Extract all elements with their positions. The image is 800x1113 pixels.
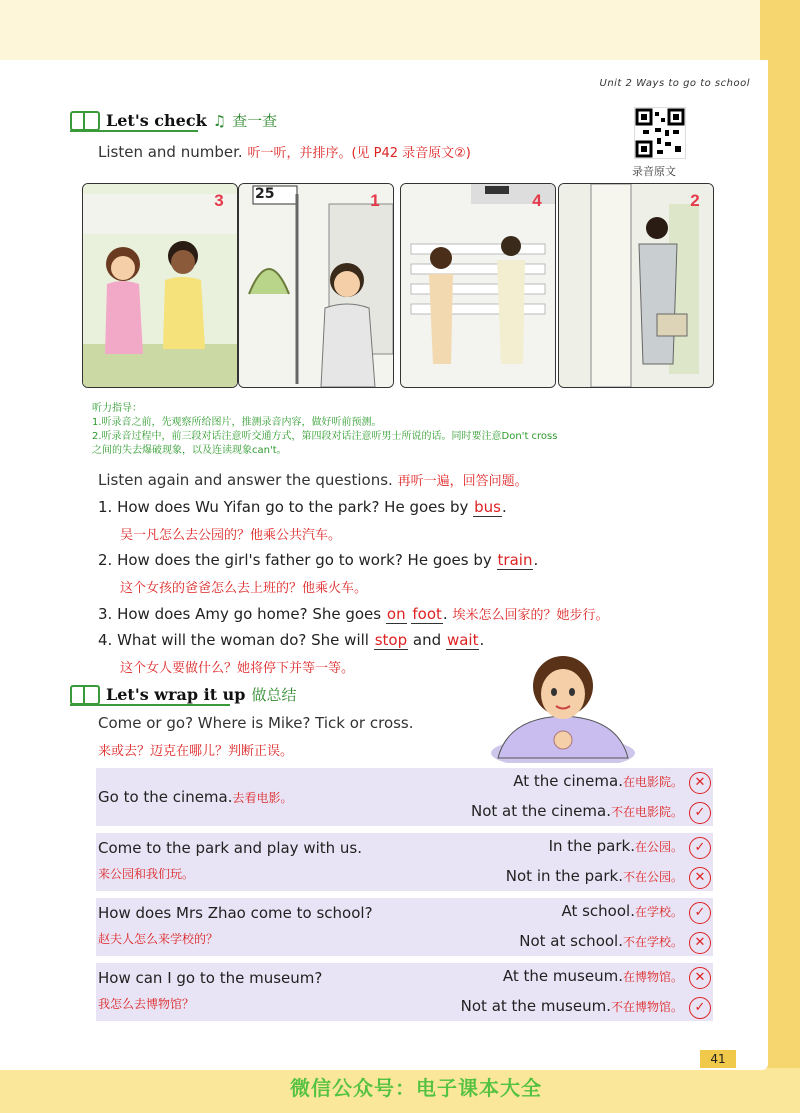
question-text: How does the girl's father go to work? He goes by xyxy=(117,551,492,569)
option-cn: 在公园。 xyxy=(634,840,683,854)
question-number: 1. xyxy=(98,498,113,516)
girl-illustration xyxy=(488,648,638,763)
book-icon xyxy=(70,111,100,131)
lets-wrap-underline xyxy=(70,704,230,706)
question-number: 3. xyxy=(98,605,113,623)
row-option-1 xyxy=(513,772,683,790)
footer-watermark: 微信公众号：电子课本大全 xyxy=(290,1076,542,1100)
check-instruction-cn: 听一听，并排序。(见 P42 录音原文②) xyxy=(247,146,471,161)
option-en: Not at the cinema. xyxy=(470,802,611,820)
option-cn: 在学校。 xyxy=(634,905,683,919)
row-option-1 xyxy=(561,902,683,920)
wrap-row-4 xyxy=(96,963,713,1021)
tick-mark-icon: ✓ xyxy=(689,997,711,1019)
lets-wrap-title-cn: 做总结 xyxy=(251,686,297,704)
option-cn: 不在博物馆。 xyxy=(610,1000,683,1014)
notes-line: 2.听录音过程中，前三段对话注意听交通方式，第四段对话注意听男士所说的话。同时要注意Don't cross xyxy=(92,431,558,442)
wrap-row-3 xyxy=(96,898,713,956)
cross-mark-icon: ✕ xyxy=(689,772,711,794)
again-instruction-en: Listen again and answer the questions. xyxy=(98,471,393,489)
option-en: Not at the museum. xyxy=(460,997,611,1015)
question-end: . xyxy=(479,631,485,649)
panel-number: 1 xyxy=(370,191,380,210)
cross-mark-icon: ✕ xyxy=(689,867,711,889)
question-2-cn: 这个女孩的爸爸怎么去上班的？他乘火车。 xyxy=(120,581,368,596)
option-en: At the cinema. xyxy=(513,772,623,790)
again-instruction-cn: 再听一遍，回答问题。 xyxy=(397,474,528,489)
notes-line: 之间的失去爆破现象，以及连读现象can't。 xyxy=(92,445,287,456)
question-end: . xyxy=(533,551,539,569)
listening-guide-notes xyxy=(92,402,742,458)
question-end: . xyxy=(442,605,448,623)
question-1-cn: 吴一凡怎么去公园的？他乘公共汽车。 xyxy=(120,528,342,543)
answer-text: stop xyxy=(374,631,408,649)
lets-check-underline xyxy=(70,130,198,132)
row-option-1 xyxy=(503,967,683,985)
wrap-row-2 xyxy=(96,833,713,891)
answer-text: train xyxy=(497,551,533,569)
again-instruction xyxy=(98,470,528,489)
tick-mark-icon: ✓ xyxy=(689,802,711,824)
wrap-row-1 xyxy=(96,768,713,826)
cross-mark-icon: ✕ xyxy=(689,967,711,989)
question-text: How does Wu Yifan go to the park? He goes by xyxy=(117,498,469,516)
wrap-instruction-cn-text: 来或去？迈克在哪儿？判断正误。 xyxy=(98,744,294,759)
row-option-1 xyxy=(549,837,683,855)
panel-number: 4 xyxy=(532,191,542,210)
page-number: 41 xyxy=(700,1050,736,1068)
question-number: 4. xyxy=(98,631,113,649)
check-instruction xyxy=(98,142,471,161)
question-3-cn: 埃米怎么回家的？她步行。 xyxy=(452,608,609,623)
option-en: Not at school. xyxy=(519,932,623,950)
question-number: 2. xyxy=(98,551,113,569)
notes-line: 听力指导： xyxy=(92,403,142,414)
question-4 xyxy=(98,631,484,649)
unit-header: Unit 2 Ways to go to school xyxy=(599,78,750,89)
row-option-2 xyxy=(461,997,683,1015)
row-question: How can I go to the museum? xyxy=(98,969,323,987)
option-cn: 不在公园。 xyxy=(622,870,683,884)
question-2 xyxy=(98,551,538,569)
option-cn: 在电影院。 xyxy=(622,775,683,789)
question-end: . xyxy=(502,498,507,516)
row-option-2 xyxy=(506,867,683,885)
panel-number: 2 xyxy=(690,191,700,210)
crosswalk-illustration xyxy=(401,184,555,387)
row-question-cn: 去看电影。 xyxy=(232,791,293,805)
row-question-en: Go to the cinema. xyxy=(98,788,233,806)
row-question: How does Mrs Zhao come to school? xyxy=(98,904,373,922)
option-en: At the museum. xyxy=(502,967,623,985)
question-text: What will the woman do? She will xyxy=(117,631,369,649)
row-question xyxy=(98,788,293,806)
question-1 xyxy=(98,498,507,516)
row-option-2 xyxy=(471,802,683,820)
book-icon xyxy=(70,685,100,705)
wrap-instruction-cn xyxy=(98,740,293,759)
row-option-2 xyxy=(519,932,683,950)
answer-text: wait xyxy=(446,631,479,649)
qr-code-icon xyxy=(634,107,686,159)
question-3 xyxy=(98,604,608,623)
wrap-instruction: Come or go? Where is Mike? Tick or cross. xyxy=(98,714,414,732)
question-4-cn: 这个女人要做什么？她将停下并等一等。 xyxy=(120,661,355,676)
boy-busstop-illustration xyxy=(239,184,393,387)
answer-text: bus xyxy=(474,498,501,516)
panel-number: 3 xyxy=(214,191,224,210)
option-cn: 不在学校。 xyxy=(622,935,683,949)
headphone-icon: ♫ xyxy=(212,111,227,130)
option-cn: 不在电影院。 xyxy=(610,805,683,819)
picture-panel-2 xyxy=(238,183,394,388)
lets-wrap-title: Let's wrap it up xyxy=(106,685,246,704)
tick-mark-icon: ✓ xyxy=(689,902,711,924)
row-question-cn: 我怎么去博物馆？ xyxy=(98,997,195,1011)
row-question-cn: 赵夫人怎么来学校的？ xyxy=(98,932,219,946)
option-en: At school. xyxy=(561,902,635,920)
answer-text: foot xyxy=(412,605,442,623)
check-instruction-en: Listen and number. xyxy=(98,143,243,161)
question-mid: and xyxy=(412,631,442,649)
qr-label: 录音原文 xyxy=(632,165,676,178)
row-question-cn: 来公园和我们玩。 xyxy=(98,867,195,881)
kids-illustration xyxy=(83,184,237,387)
bus-stop-sign: 25 xyxy=(255,186,275,202)
row-question: Come to the park and play with us. xyxy=(98,839,363,857)
notes-line: 1.听录音之前，先观察所给图片，推测录音内容，做好听前预测。 xyxy=(92,417,382,428)
picture-panel-3 xyxy=(400,183,556,388)
cross-mark-icon: ✕ xyxy=(689,932,711,954)
lets-check-title-cn: 查一查 xyxy=(232,112,278,130)
option-cn: 在博物馆。 xyxy=(622,970,683,984)
train-door-illustration xyxy=(559,184,713,387)
picture-panel-4 xyxy=(558,183,714,388)
lets-check-heading xyxy=(70,110,277,131)
lets-wrap-heading xyxy=(70,684,297,705)
question-text: How does Amy go home? She goes xyxy=(117,605,382,623)
lets-check-title: Let's check xyxy=(106,111,207,130)
picture-panel-1 xyxy=(82,183,238,388)
option-en: In the park. xyxy=(548,837,635,855)
answer-text: on xyxy=(386,605,406,623)
option-en: Not in the park. xyxy=(505,867,623,885)
tick-mark-icon: ✓ xyxy=(689,837,711,859)
